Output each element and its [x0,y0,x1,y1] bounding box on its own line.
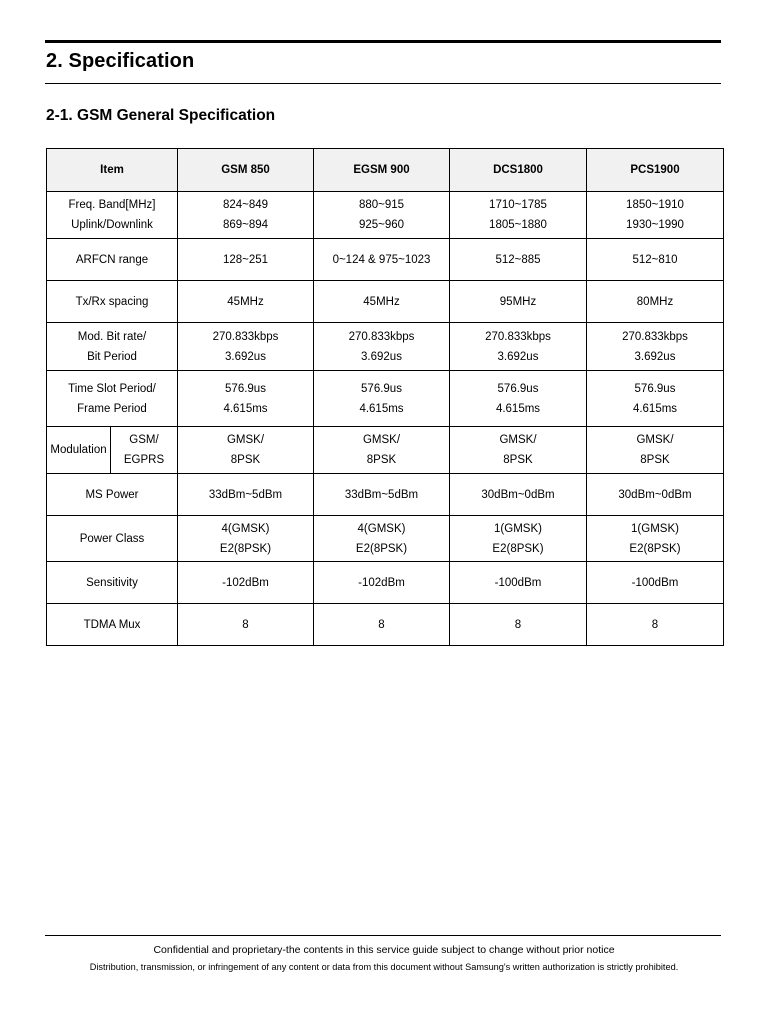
cell-line: 512~810 [632,253,678,266]
cell-line: EGPRS [123,454,165,466]
value-cell [178,604,314,646]
table-row [47,281,724,323]
cell-line: TDMA Mux [83,618,141,631]
cell-line: 8PSK [230,454,261,466]
cell-line: 576.9us [225,382,266,395]
cell-line: 270.833kbps [212,330,279,343]
table-row [47,427,724,474]
cell-line: Freq. Band[MHz] [68,199,156,211]
cell-line: Uplink/Downlink [71,219,153,231]
cell-line: 95MHz [499,295,537,308]
row-label-cell [47,474,178,516]
cell-line: 4(GMSK) [357,522,406,535]
cell-line: Bit Period [87,350,137,363]
value-cell [314,323,450,371]
cell-line: GMSK/ [362,434,401,446]
value-cell [587,281,724,323]
value-cell [314,281,450,323]
cell-line: 4.615ms [359,402,404,415]
value-cell [587,427,724,474]
cell-line: 33dBm~5dBm [344,488,419,501]
cell-line: -100dBm [631,576,679,589]
value-cell [587,371,724,427]
cell-line: 1710~1785 [489,199,547,211]
cell-line: 30dBm~0dBm [618,488,692,501]
cell-line: 1(GMSK) [631,522,679,535]
value-cell [587,604,724,646]
spec-table-body [47,149,724,646]
cell-line: -102dBm [358,576,405,589]
header-cell: Item [47,149,178,192]
value-cell [587,239,724,281]
cell-line: 30dBm~0dBm [481,488,555,501]
value-cell [450,427,587,474]
cell-line: 8 [514,618,522,631]
cell-line: -100dBm [494,576,542,589]
cell-line: Modulation [50,444,107,456]
value-cell [450,474,587,516]
value-cell [587,323,724,371]
value-cell [450,281,587,323]
cell-line: GMSK/ [499,434,537,446]
value-cell [314,427,450,474]
value-cell [178,281,314,323]
value-cell [178,371,314,427]
cell-line: 8PSK [366,454,397,466]
cell-line: 45MHz [227,295,264,308]
cell-line: Mod. Bit rate/ [77,330,147,343]
cell-line: 576.9us [497,382,539,395]
cell-line: 1850~1910 [626,199,684,211]
cell-line: 8PSK [640,454,670,466]
value-cell [450,604,587,646]
cell-line: 33dBm~5dBm [208,488,283,501]
row-label-cell [47,604,178,646]
value-cell [178,239,314,281]
cell-line: 925~960 [358,219,405,231]
value-cell [450,516,587,562]
cell-line: Power Class [79,532,145,545]
header-cell: EGSM 900 [314,149,450,192]
cell-line: 3.692us [361,350,402,363]
cell-line: 3.692us [225,350,266,363]
footer-rule [45,935,721,936]
table-header-row [47,149,724,192]
footer-distribution-notice: Distribution, transmission, or infringement of any content or data from this document without Samsung's written authorization is strictly prohibited. [89,962,679,972]
row-label-cell [47,192,178,239]
section-title: 2. Specification [46,50,195,72]
cell-line: 3.692us [634,350,676,363]
value-cell [450,562,587,604]
value-cell [450,239,587,281]
row-label-cell [47,323,178,371]
cell-line: 270.833kbps [348,330,415,343]
table-row [47,323,724,371]
value-cell [314,562,450,604]
value-cell [314,516,450,562]
cell-line: 1930~1990 [626,219,684,231]
value-cell [314,192,450,239]
row-label-cell [47,239,178,281]
cell-line: Sensitivity [86,576,138,589]
row-label-cell [47,281,178,323]
footer-confidential-notice: Confidential and proprietary-the contents in this service guide subject to change without prior notice [153,944,615,956]
cell-line: 512~885 [495,253,541,266]
cell-line: 1805~1880 [489,219,547,231]
value-cell [178,192,314,239]
cell-line: 4(GMSK) [221,522,270,535]
cell-line: 8 [378,618,385,631]
header-cell: PCS1900 [587,149,724,192]
cell-line: 8 [242,618,249,631]
subsection-title: 2-1. GSM General Specification [46,107,276,124]
title-rule [45,83,721,84]
header-cell: DCS1800 [450,149,587,192]
cell-line: Tx/Rx spacing [75,295,149,308]
table-row [47,604,724,646]
table-row [47,474,724,516]
cell-line: 576.9us [634,382,676,395]
cell-line: 824~849 [222,199,269,211]
value-cell [314,371,450,427]
gsm-spec-table [46,148,724,646]
cell-line: E2(8PSK) [355,542,408,555]
row-label-cell [47,562,178,604]
cell-line: E2(8PSK) [219,542,272,555]
cell-line: E2(8PSK) [629,542,681,555]
cell-line: 4.615ms [223,402,268,415]
cell-line: 0~124 & 975~1023 [332,253,431,266]
cell-line: ARFCN range [75,253,149,266]
cell-line: -102dBm [222,576,269,589]
value-cell [178,427,314,474]
cell-line: 45MHz [363,295,400,308]
table-row [47,516,724,562]
cell-line: 880~915 [358,199,405,211]
cell-line: Frame Period [77,402,147,415]
cell-line: 8 [651,618,659,631]
value-cell [450,323,587,371]
value-cell [587,192,724,239]
cell-line: 3.692us [497,350,539,363]
cell-line: GMSK/ [226,434,265,446]
cell-line: E2(8PSK) [492,542,544,555]
cell-line: 270.833kbps [622,330,688,343]
value-cell [587,562,724,604]
value-cell [178,516,314,562]
row-label-cell [47,427,111,474]
top-rule [45,40,721,43]
value-cell [450,192,587,239]
cell-line: GSM/ [129,434,159,446]
value-cell [178,474,314,516]
value-cell [587,474,724,516]
cell-line: 4.615ms [632,402,678,415]
row-label-cell [47,516,178,562]
table-row [47,192,724,239]
value-cell [314,474,450,516]
value-cell [178,323,314,371]
cell-line: 270.833kbps [485,330,551,343]
cell-line: 80MHz [636,295,674,308]
cell-line: 576.9us [361,382,402,395]
cell-line: 128~251 [222,253,269,266]
value-cell [314,604,450,646]
table-row [47,371,724,427]
cell-line: 869~894 [222,219,269,231]
cell-line: Time Slot Period/ [68,382,156,395]
value-cell [178,562,314,604]
cell-line: 8PSK [503,454,533,466]
cell-line: 1(GMSK) [494,522,542,535]
value-cell [450,371,587,427]
value-cell [314,239,450,281]
cell-line: GMSK/ [636,434,674,446]
value-cell [587,516,724,562]
table-row [47,239,724,281]
header-cell: GSM 850 [178,149,314,192]
cell-line: 4.615ms [495,402,541,415]
row-label-cell [47,371,178,427]
row-sublabel-cell [111,427,178,474]
cell-line: MS Power [85,488,139,501]
table-row [47,562,724,604]
